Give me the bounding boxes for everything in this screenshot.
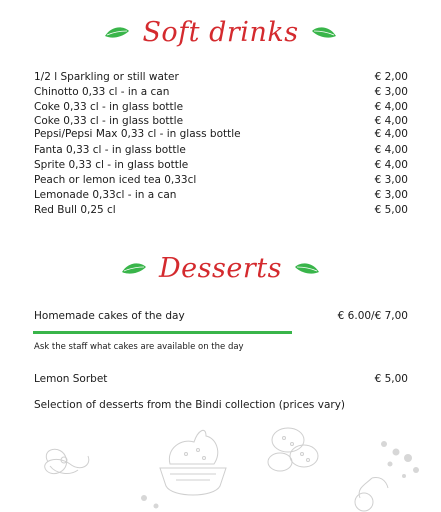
menu-item-cakes — [34, 310, 408, 323]
pretzel-illustration — [45, 449, 89, 473]
item-price: € 4,00 — [374, 115, 408, 127]
item-name: Lemonade 0,33cl - in a can — [34, 189, 177, 201]
item-price: € 4,00 — [374, 128, 408, 140]
soft-drinks-heading — [0, 18, 441, 48]
item-name: Homemade cakes of the day — [34, 310, 185, 322]
desserts-title: Desserts — [159, 253, 282, 284]
item-price: € 6.00/€ 7,00 — [337, 310, 408, 322]
item-price: € 4,00 — [374, 159, 408, 171]
menu-item — [34, 86, 408, 99]
item-name: 1/2 l Sparkling or still water — [34, 71, 179, 83]
menu-item — [34, 189, 408, 202]
green-divider — [33, 331, 292, 334]
item-name: Coke 0,33 cl - in glass bottle — [34, 115, 184, 127]
item-price: € 3,00 — [374, 86, 408, 98]
dessert-illustrations — [0, 418, 441, 512]
menu-item — [34, 128, 408, 141]
soft-drinks-title: Soft drinks — [142, 17, 299, 48]
selection-note: Selection of desserts from the Bindi collection (prices vary) — [34, 399, 346, 411]
item-name: Peach or lemon iced tea 0,33cl — [34, 174, 197, 186]
leaf-right-icon — [294, 262, 320, 276]
item-name: Sprite 0,33 cl - in glass bottle — [34, 159, 189, 171]
item-price: € 4,00 — [374, 144, 408, 156]
item-name: Fanta 0,33 cl - in glass bottle — [34, 144, 186, 156]
cherry-illustration — [355, 477, 388, 511]
item-price: € 3,00 — [374, 174, 408, 186]
item-price: € 5,00 — [374, 204, 408, 216]
ice-cream-illustration — [160, 430, 226, 495]
item-name: Chinotto 0,33 cl - in a can — [34, 86, 170, 98]
item-price: € 3,00 — [374, 189, 408, 201]
item-price: € 2,00 — [374, 71, 408, 83]
menu-item — [34, 71, 408, 84]
item-name: Pepsi/Pepsi Max 0,33 cl - in glass bottle — [34, 128, 241, 140]
bubbles-decoration — [141, 441, 419, 509]
item-name: Lemon Sorbet — [34, 373, 108, 385]
menu-item — [34, 144, 408, 157]
menu-item — [34, 159, 408, 172]
leaf-left-icon — [104, 26, 130, 40]
menu-item — [34, 101, 408, 114]
item-price: € 4,00 — [374, 101, 408, 113]
item-price: € 5,00 — [374, 373, 408, 385]
menu-item-sorbet — [34, 373, 408, 386]
item-name: Red Bull 0,25 cl — [34, 204, 116, 216]
desserts-heading — [0, 254, 441, 284]
menu-item — [34, 115, 408, 128]
item-name: Coke 0,33 cl - in glass bottle — [34, 101, 184, 113]
cookies-illustration — [268, 428, 318, 471]
leaf-right-icon — [311, 26, 337, 40]
cakes-note: Ask the staff what cakes are available on the day — [34, 342, 244, 352]
leaf-left-icon — [121, 262, 147, 276]
menu-item — [34, 174, 408, 187]
menu-item — [34, 204, 408, 217]
